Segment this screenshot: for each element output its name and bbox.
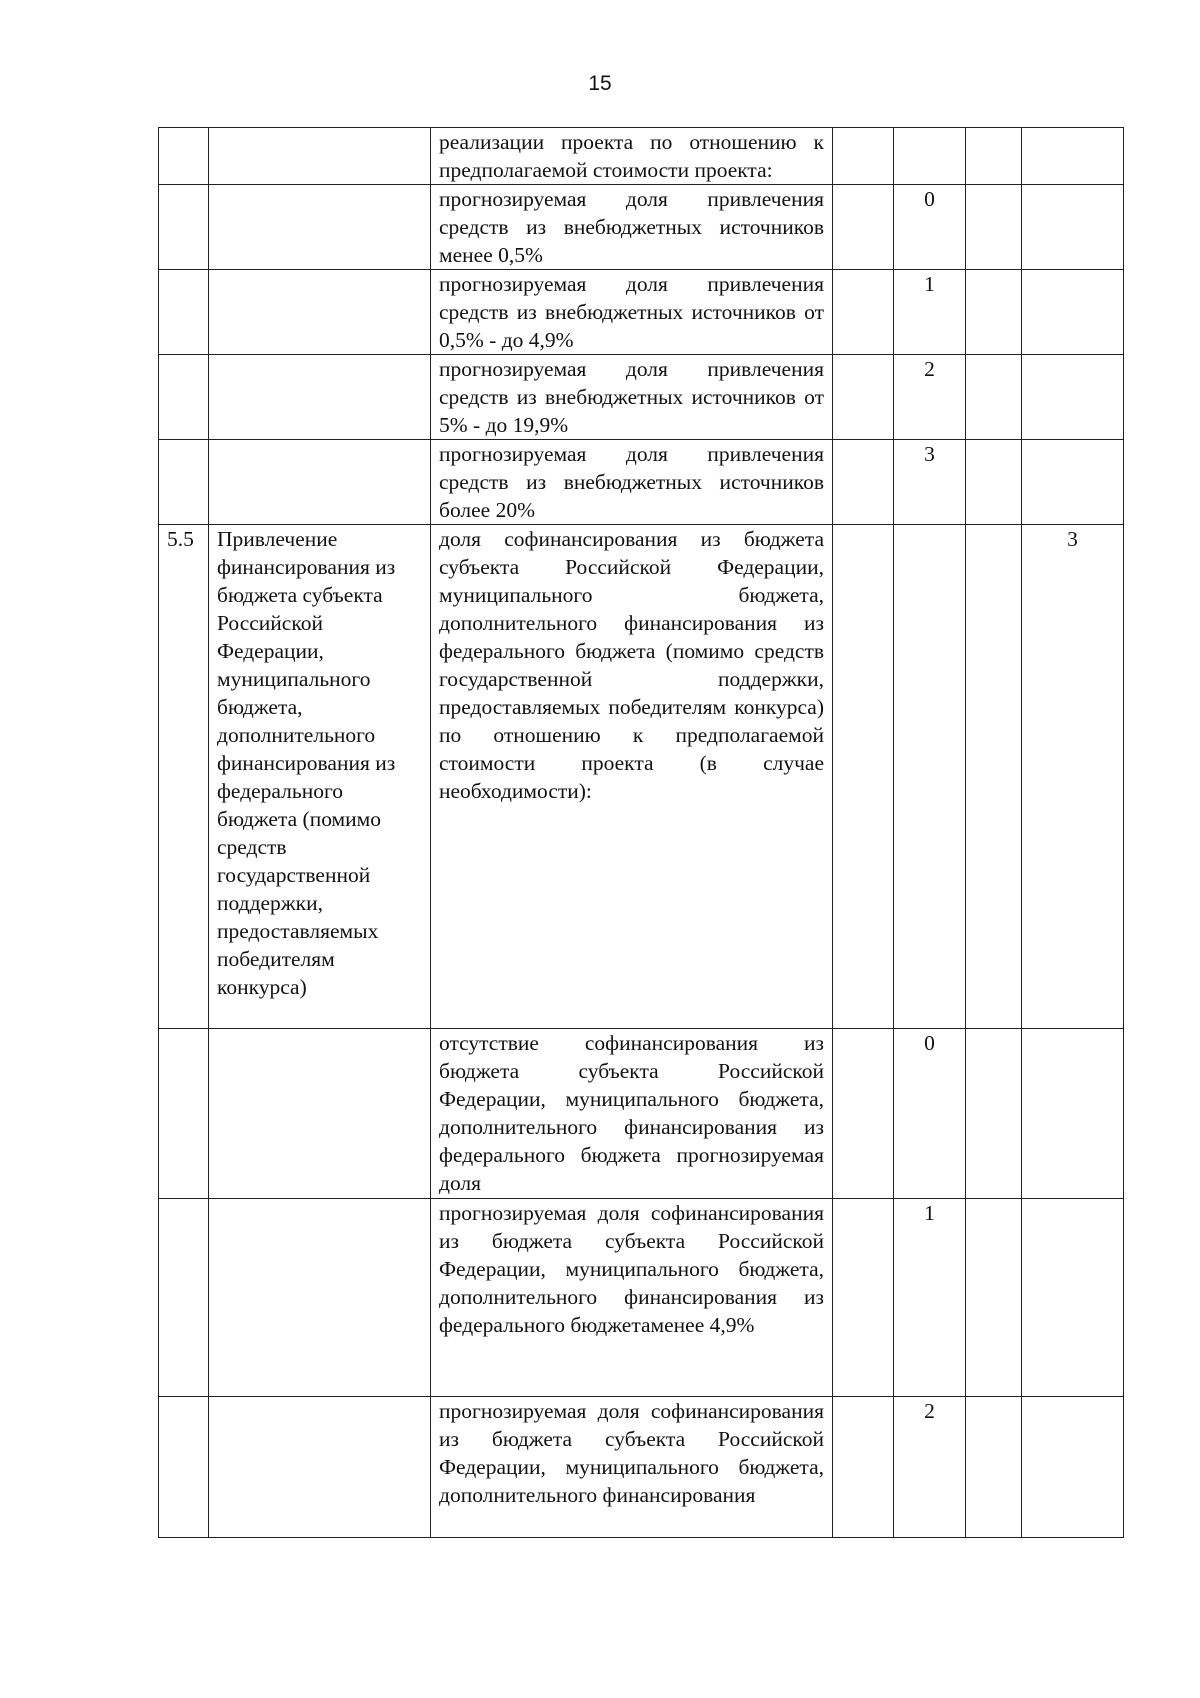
max-score-cell — [1022, 185, 1124, 270]
criterion-name-cell — [209, 440, 431, 525]
criterion-name-cell — [209, 185, 431, 270]
empty-cell — [833, 1029, 894, 1199]
criterion-name-cell — [209, 1029, 431, 1199]
max-score-cell — [1022, 1029, 1124, 1199]
empty-cell — [833, 185, 894, 270]
criterion-description-cell: доля софинансирования из бюджета субъекта Российской Федерации, муниципального бюджета, дополнительного финансирования из федерального бюджета (помимо средств государственной поддержки, предоставляемых победителям конкурса) по отношению к предполагаемой стоимости проекта (в случае необходимости): — [431, 525, 833, 1029]
empty-cell — [833, 355, 894, 440]
criterion-name-cell — [209, 1199, 431, 1397]
page-number: 15 — [588, 72, 612, 95]
max-score-cell — [1022, 1397, 1124, 1538]
table-row — [159, 1029, 1124, 1199]
score-cell — [894, 128, 966, 185]
empty-cell — [966, 270, 1022, 355]
score-cell: 2 — [894, 1397, 966, 1538]
empty-cell — [833, 1199, 894, 1397]
max-score-cell — [1022, 355, 1124, 440]
criterion-description-cell: прогнозируемая доля софинансирования из бюджета субъекта Российской Федерации, муниципального бюджета, дополнительного финансирования — [431, 1397, 833, 1538]
criterion-name-cell: Привлечение финансирования из бюджета субъекта Российской Федерации, муниципального бюджета, дополнительного финансирования из федерального бюджета (помимо средств государственной поддержки, предоставляемых победителям конкурса) — [209, 525, 431, 1029]
row-number-cell: 5.5 — [159, 525, 209, 1029]
empty-cell — [833, 1397, 894, 1538]
criterion-description-cell: отсутствие софинансирования из бюджета субъекта Российской Федерации, муниципального бюджета, дополнительного финансирования из федерального бюджета прогнозируемая доля — [431, 1029, 833, 1199]
row-number-cell — [159, 185, 209, 270]
score-cell: 2 — [894, 355, 966, 440]
score-cell: 0 — [894, 1029, 966, 1199]
table-row — [159, 128, 1124, 185]
score-cell: 0 — [894, 185, 966, 270]
empty-cell — [966, 1199, 1022, 1397]
table-row — [159, 525, 1124, 1029]
max-score-cell — [1022, 440, 1124, 525]
max-score-cell — [1022, 128, 1124, 185]
empty-cell — [966, 1397, 1022, 1538]
score-cell: 1 — [894, 270, 966, 355]
row-number-cell — [159, 128, 209, 185]
table-row — [159, 355, 1124, 440]
criterion-description-cell: прогнозируемая доля софинансирования из бюджета субъекта Российской Федерации, муниципального бюджета, дополнительного финансирования из федерального бюджетаменее 4,9% — [431, 1199, 833, 1397]
criterion-description-cell: прогнозируемая доля привлечения средств из внебюджетных источников от 0,5% - до 4,9% — [431, 270, 833, 355]
empty-cell — [966, 525, 1022, 1029]
score-cell — [894, 525, 966, 1029]
criterion-description-cell: прогнозируемая доля привлечения средств из внебюджетных источников менее 0,5% — [431, 185, 833, 270]
empty-cell — [966, 1029, 1022, 1199]
empty-cell — [833, 525, 894, 1029]
empty-cell — [833, 270, 894, 355]
max-score-cell: 3 — [1022, 525, 1124, 1029]
table-row — [159, 270, 1124, 355]
table-row — [159, 1199, 1124, 1397]
score-cell: 1 — [894, 1199, 966, 1397]
table-row — [159, 185, 1124, 270]
row-number-cell — [159, 1397, 209, 1538]
row-number-cell — [159, 270, 209, 355]
criterion-name-cell — [209, 355, 431, 440]
empty-cell — [833, 440, 894, 525]
criterion-description-cell: реализации проекта по отношению к предполагаемой стоимости проекта: — [431, 128, 833, 185]
score-cell: 3 — [894, 440, 966, 525]
criterion-description-cell: прогнозируемая доля привлечения средств из внебюджетных источников от 5% - до 19,9% — [431, 355, 833, 440]
table-row — [159, 1397, 1124, 1538]
criterion-name-cell — [209, 270, 431, 355]
row-number-cell — [159, 440, 209, 525]
row-number-cell — [159, 1199, 209, 1397]
max-score-cell — [1022, 1199, 1124, 1397]
criteria-table — [158, 127, 1124, 1538]
criterion-description-cell: прогнозируемая доля привлечения средств из внебюджетных источников более 20% — [431, 440, 833, 525]
empty-cell — [966, 440, 1022, 525]
empty-cell — [833, 128, 894, 185]
row-number-cell — [159, 355, 209, 440]
row-number-cell — [159, 1029, 209, 1199]
max-score-cell — [1022, 270, 1124, 355]
empty-cell — [966, 355, 1022, 440]
table-row — [159, 440, 1124, 525]
criterion-name-cell — [209, 1397, 431, 1538]
empty-cell — [966, 185, 1022, 270]
criterion-name-cell — [209, 128, 431, 185]
empty-cell — [966, 128, 1022, 185]
